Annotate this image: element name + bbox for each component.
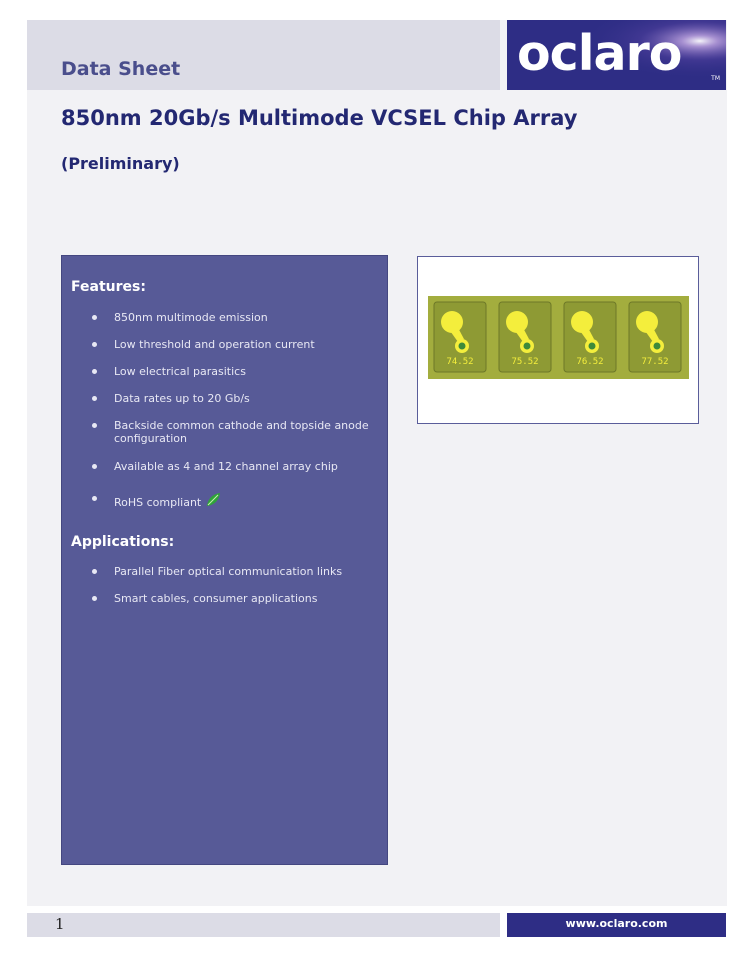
chip-cell <box>629 302 681 372</box>
list-item <box>114 392 382 405</box>
applications-heading: Applications: <box>71 534 175 550</box>
chip-cell <box>564 302 616 372</box>
list-item <box>114 492 382 509</box>
list-item <box>114 365 382 378</box>
logo-wordmark: oclaro <box>517 25 682 82</box>
features-heading: Features: <box>71 279 146 295</box>
footer-brand-bar <box>507 913 726 937</box>
rohs-leaf-icon <box>205 492 221 508</box>
list-item-text: Parallel Fiber optical communication links <box>114 565 343 578</box>
list-item <box>114 565 382 578</box>
page-subtitle: (Preliminary) <box>61 154 180 173</box>
list-item-text: Low threshold and operation current <box>114 338 315 351</box>
list-item <box>114 311 382 324</box>
list-item-text: Smart cables, consumer applications <box>114 592 318 605</box>
chip-label: 74.52 <box>446 357 474 367</box>
list-item <box>114 338 382 351</box>
emitter-aperture <box>524 343 531 350</box>
website-link[interactable]: www.oclaro.com <box>565 917 668 930</box>
list-item-text: Data rates up to 20 Gb/s <box>114 392 250 405</box>
doc-type-label: Data Sheet <box>61 58 181 80</box>
emitter-aperture <box>654 343 661 350</box>
page-number: 1 <box>55 915 65 933</box>
page-title: 850nm 20Gb/s Multimode VCSEL Chip Array <box>61 106 578 130</box>
chip-cell <box>499 302 551 372</box>
chip-cell <box>434 302 486 372</box>
chip-array-image <box>417 256 699 424</box>
logo-trademark: TM <box>711 75 720 82</box>
list-item-text: RoHS compliant <box>114 496 202 509</box>
chip-label: 77.52 <box>641 357 669 367</box>
list-item-text: Backside common cathode and topside anode configuration <box>114 419 369 445</box>
oclaro-logo <box>507 20 726 90</box>
list-item-text: 850nm multimode emission <box>114 311 268 324</box>
emitter-aperture <box>589 343 596 350</box>
vcsel-chip-photo <box>418 257 700 425</box>
list-item <box>114 419 382 445</box>
footer-bar <box>27 913 500 937</box>
chip-label: 75.52 <box>511 357 539 367</box>
features-panel <box>61 255 388 865</box>
list-item-text: Available as 4 and 12 channel array chip <box>114 460 338 473</box>
chip-label: 76.52 <box>576 357 604 367</box>
list-item <box>114 460 382 473</box>
list-item-text: Low electrical parasitics <box>114 365 246 378</box>
emitter-aperture <box>459 343 466 350</box>
list-item <box>114 592 382 605</box>
